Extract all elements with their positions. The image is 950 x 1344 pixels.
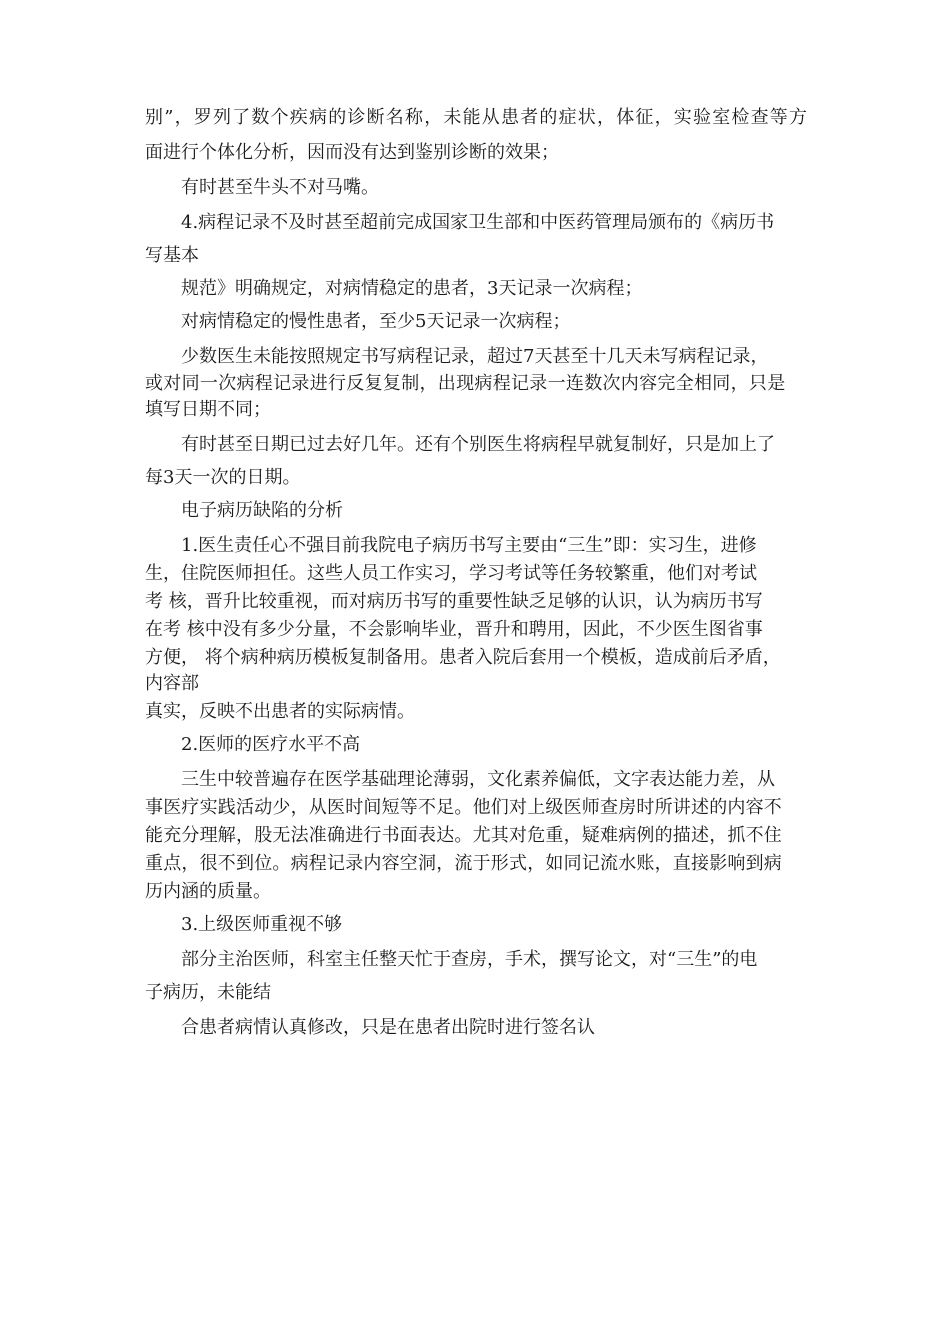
text-line: 有时甚至牛头不对马嘴。 <box>181 177 379 198</box>
text-line: 少数医生未能按照规定书写病程记录，超过7天甚至十几天未写病程记录， <box>181 346 769 367</box>
text-line: 内容部 <box>145 673 199 694</box>
text-line: 能充分理解，股无法准确进行书面表达。尤其对危重，疑难病例的描述，抓不住 <box>145 825 782 846</box>
section-heading: 3.上级医师重视不够 <box>181 914 343 935</box>
text-line: 每3天一次的日期。 <box>145 467 301 488</box>
text-line: 写基本 <box>145 245 199 266</box>
text-line: 子病历，未能结 <box>145 982 271 1003</box>
text-line: 考 核，晋升比较重视，而对病历书写的重要性缺乏足够的认识，认为病历书写 <box>145 591 763 612</box>
text-line: 真实，反映不出患者的实际病情。 <box>145 701 415 722</box>
text-line: 事医疗实践活动少，从医时间短等不足。他们对上级医师查房时所讲述的内容不 <box>145 797 782 818</box>
text-line: 填写日期不同； <box>145 399 271 420</box>
text-line: 规范》明确规定，对病情稳定的患者，3天记录一次病程； <box>181 278 643 299</box>
text-line: 生，住院医师担任。这些人员工作实习，学习考试等任务较繁重，他们对考试 <box>145 563 757 584</box>
text-line: 方便， 将个病种病历模板复制备用。患者入院后套用一个模板，造成前后矛盾， <box>145 647 781 668</box>
text-line: 历内涵的质量。 <box>145 881 271 902</box>
text-line: 有时甚至日期已过去好几年。还有个别医生将病程早就复制好，只是加上了 <box>181 434 775 455</box>
text-line: 或对同一次病程记录进行反复复制，出现病程记录一连数次内容完全相同，只是 <box>145 373 786 394</box>
text-line: 4.病程记录不及时甚至超前完成国家卫生部和中医药管理局颁布的《病历书 <box>181 212 775 233</box>
text-line: 别”，罗列了数个疾病的诊断名称，未能从患者的症状，体征，实验室检查等方 <box>145 107 809 128</box>
text-line: 对病情稳定的慢性患者，至少5天记录一次病程； <box>181 311 571 332</box>
text-line: 重点，很不到位。病程记录内容空洞，流于形式，如同记流水账，直接影响到病 <box>145 853 782 874</box>
text-line: 面进行个体化分析，因而没有达到鉴别诊断的效果； <box>145 142 559 163</box>
section-heading: 2.医师的医疗水平不高 <box>181 734 361 755</box>
section-heading: 电子病历缺陷的分析 <box>181 500 343 521</box>
text-line: 1.医生责任心不强目前我院电子病历书写主要由“三生”即：实习生，进修 <box>181 535 757 556</box>
text-line: 在考 核中没有多少分量，不会影响毕业，晋升和聘用，因此，不少医生图省事 <box>145 619 763 640</box>
text-line: 合患者病情认真修改，只是在患者出院时进行签名认 <box>181 1017 595 1038</box>
text-line: 部分主治医师，科室主任整天忙于查房，手术，撰写论文，对“三生”的电 <box>181 949 758 970</box>
text-line: 三生中较普遍存在医学基础理论薄弱，文化素养偏低，文字表达能力差，从 <box>181 769 775 790</box>
